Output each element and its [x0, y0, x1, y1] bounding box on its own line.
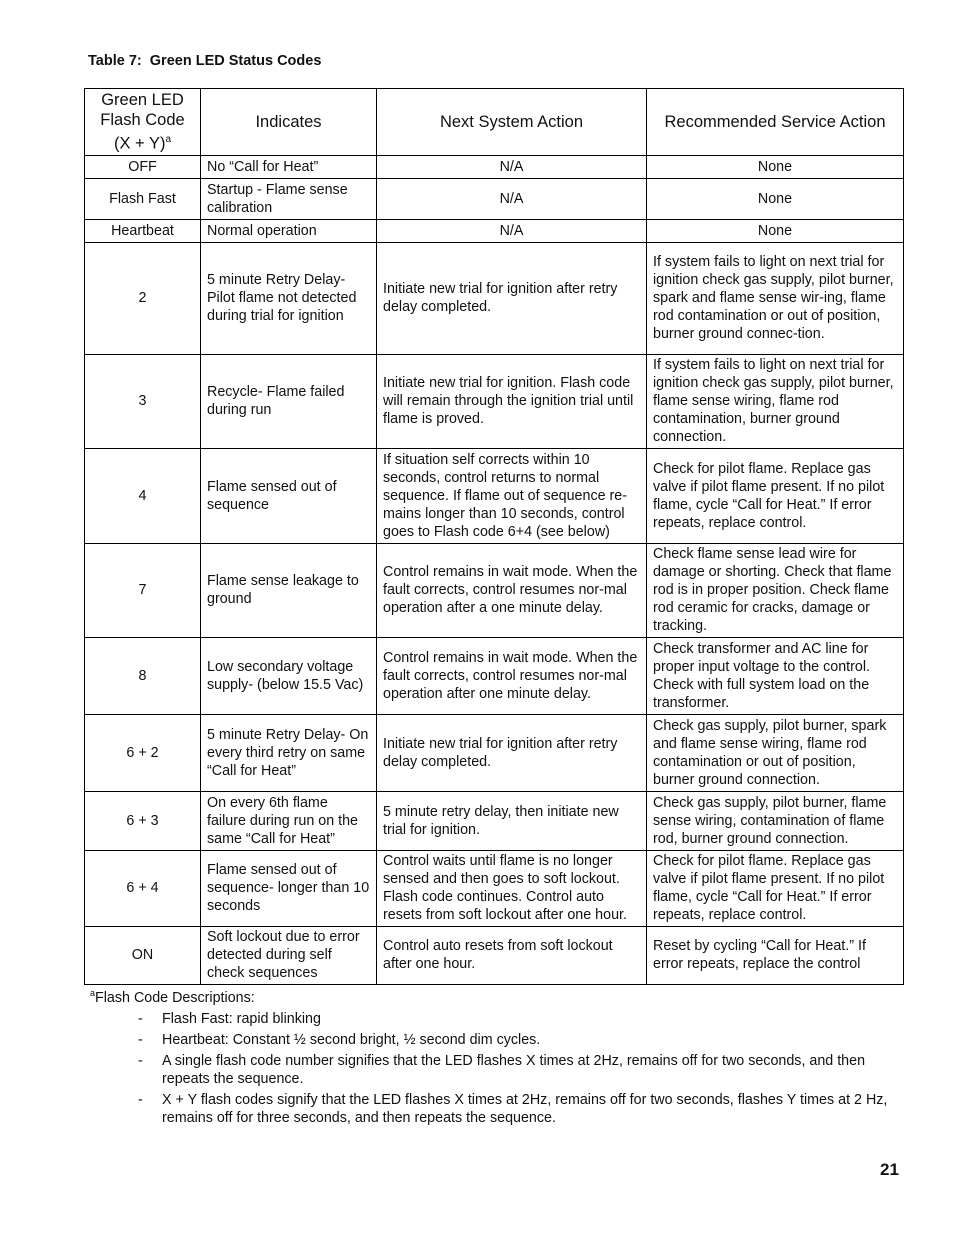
cell-flash-code: 4 — [85, 448, 201, 543]
cell-next-system-action: N/A — [377, 219, 647, 242]
cell-recommended-service-action: Check for pilot flame. Replace gas valve if pilot flame present. If no pilot flame, cycle “Call for Heat.” If error repeats, replace control. — [647, 448, 904, 543]
cell-recommended-service-action: None — [647, 178, 904, 219]
table-row — [85, 637, 904, 714]
cell-indicates: Normal operation — [201, 219, 377, 242]
cell-recommended-service-action: If system fails to light on next trial for ignition check gas supply, pilot burner, spark and flame sense wir-ing, flame rod contamination or out of position, burner ground connec-tion. — [647, 242, 904, 354]
list-item — [138, 1052, 898, 1088]
cell-indicates: Flame sensed out of sequence — [201, 448, 377, 543]
footnote-marker: a — [165, 134, 172, 145]
cell-indicates: On every 6th flame failure during run on the same “Call for Heat” — [201, 791, 377, 850]
cell-flash-code: 6 + 3 — [85, 791, 201, 850]
header-flash-code-line2: Flash Code — [100, 111, 185, 129]
page-number: 21 — [880, 1160, 899, 1179]
cell-indicates: Flame sense leakage to ground — [201, 543, 377, 637]
cell-indicates: Flame sensed out of sequence- longer than 10 seconds — [201, 850, 377, 926]
cell-flash-code: 3 — [85, 354, 201, 448]
cell-recommended-service-action: Check flame sense lead wire for damage or shorting. Check that flame rod is in proper position. Check flame rod ceramic for cracks, damage or tracking. — [647, 543, 904, 637]
cell-next-system-action: Control waits until flame is no longer sensed and then goes to soft lockout. Flash code continues. Control auto resets from soft lockout after one hour. — [377, 850, 647, 926]
cell-next-system-action: Control auto resets from soft lockout after one hour. — [377, 926, 647, 984]
cell-flash-code: 6 + 4 — [85, 850, 201, 926]
header-flash-code — [85, 89, 201, 156]
cell-indicates: Low secondary voltage supply- (below 15.5 Vac) — [201, 637, 377, 714]
header-recommended-service-action: Recommended Service Action — [647, 89, 904, 156]
cell-next-system-action: N/A — [377, 155, 647, 178]
table-row — [85, 926, 904, 984]
cell-recommended-service-action: Check gas supply, pilot burner, spark and flame sense wiring, flame rod contamination or out of position, burner ground connection. — [647, 714, 904, 791]
cell-recommended-service-action: Check transformer and AC line for proper input voltage to the control. Check with full system load on the transformer. — [647, 637, 904, 714]
cell-next-system-action: Initiate new trial for ignition after retry delay completed. — [377, 714, 647, 791]
cell-next-system-action: Control remains in wait mode. When the fault corrects, control resumes nor-mal operation after one minute delay. — [377, 637, 647, 714]
cell-flash-code: OFF — [85, 155, 201, 178]
footnote-title-text: Flash Code Descriptions: — [95, 989, 255, 1006]
cell-recommended-service-action: Reset by cycling “Call for Heat.” If error repeats, replace the control — [647, 926, 904, 984]
list-item — [138, 1091, 898, 1127]
cell-next-system-action: If situation self corrects within 10 seconds, control returns to normal sequence. If flame out of sequence re-mains longer than 10 seconds, control goes to Flash code 6+4 (see below) — [377, 448, 647, 543]
table-row — [85, 178, 904, 219]
table-row — [85, 242, 904, 354]
list-dash: - — [138, 1053, 143, 1069]
cell-recommended-service-action: None — [647, 155, 904, 178]
footnote-marker: a — [90, 988, 96, 998]
green-led-status-table — [84, 88, 904, 985]
table-row — [85, 791, 904, 850]
table-row — [85, 155, 904, 178]
cell-indicates: 5 minute Retry Delay- Pilot flame not detected during trial for ignition — [201, 242, 377, 354]
table-row — [85, 448, 904, 543]
table-row — [85, 714, 904, 791]
cell-indicates: Soft lockout due to error detected during self check sequences — [201, 926, 377, 984]
cell-next-system-action: 5 minute retry delay, then initiate new trial for ignition. — [377, 791, 647, 850]
table-row — [85, 354, 904, 448]
list-item — [138, 1031, 898, 1049]
table-row — [85, 850, 904, 926]
cell-next-system-action: N/A — [377, 178, 647, 219]
cell-flash-code: 2 — [85, 242, 201, 354]
list-item-text: Heartbeat: Constant ½ second bright, ½ second dim cycles. — [162, 1032, 541, 1048]
list-item-text: X + Y flash codes signify that the LED flashes X times at 2Hz, remains off for two seconds, flashes Y times at 2 Hz, remains off for three seconds, and then repeats the sequence. — [162, 1092, 888, 1126]
cell-flash-code: 7 — [85, 543, 201, 637]
list-item — [138, 1010, 898, 1028]
list-dash: - — [138, 1092, 143, 1108]
header-row — [85, 89, 904, 156]
flash-code-descriptions — [138, 1010, 898, 1130]
cell-indicates: 5 minute Retry Delay- On every third retry on same “Call for Heat” — [201, 714, 377, 791]
list-dash: - — [138, 1011, 143, 1027]
cell-next-system-action: Initiate new trial for ignition. Flash code will remain through the ignition trial until flame is proved. — [377, 354, 647, 448]
table-row — [85, 543, 904, 637]
header-flash-code-line3: (X + Y) — [113, 134, 166, 153]
cell-indicates: Recycle- Flame failed during run — [201, 354, 377, 448]
list-item-text: Flash Fast: rapid blinking — [162, 1011, 321, 1027]
cell-next-system-action: Control remains in wait mode. When the fault corrects, control resumes nor-mal operation after a one minute delay. — [377, 543, 647, 637]
header-flash-code-line1: Green LED — [101, 91, 184, 109]
footnote-title — [90, 988, 255, 1006]
cell-recommended-service-action: If system fails to light on next trial for ignition check gas supply, pilot burner, flame sense wiring, flame rod contamination, burner ground connection. — [647, 354, 904, 448]
header-indicates: Indicates — [201, 89, 377, 156]
cell-indicates: Startup - Flame sense calibration — [201, 178, 377, 219]
list-dash: - — [138, 1032, 143, 1048]
cell-indicates: No “Call for Heat” — [201, 155, 377, 178]
cell-recommended-service-action: Check for pilot flame. Replace gas valve if pilot flame present. If no pilot flame, cycle “Call for Heat.” If error repeats, replace control. — [647, 850, 904, 926]
cell-recommended-service-action: None — [647, 219, 904, 242]
cell-flash-code: 6 + 2 — [85, 714, 201, 791]
table-row — [85, 219, 904, 242]
list-item-text: A single flash code number signifies that the LED flashes X times at 2Hz, remains off for two seconds, and then repeats the sequence. — [162, 1053, 866, 1087]
cell-flash-code: ON — [85, 926, 201, 984]
cell-flash-code: Heartbeat — [85, 219, 201, 242]
cell-flash-code: 8 — [85, 637, 201, 714]
cell-recommended-service-action: Check gas supply, pilot burner, flame sense wiring, contamination of flame rod, burner ground connection. — [647, 791, 904, 850]
table-caption: Table 7: Green LED Status Codes — [88, 53, 322, 69]
header-next-system-action: Next System Action — [377, 89, 647, 156]
cell-flash-code: Flash Fast — [85, 178, 201, 219]
cell-next-system-action: Initiate new trial for ignition after retry delay completed. — [377, 242, 647, 354]
